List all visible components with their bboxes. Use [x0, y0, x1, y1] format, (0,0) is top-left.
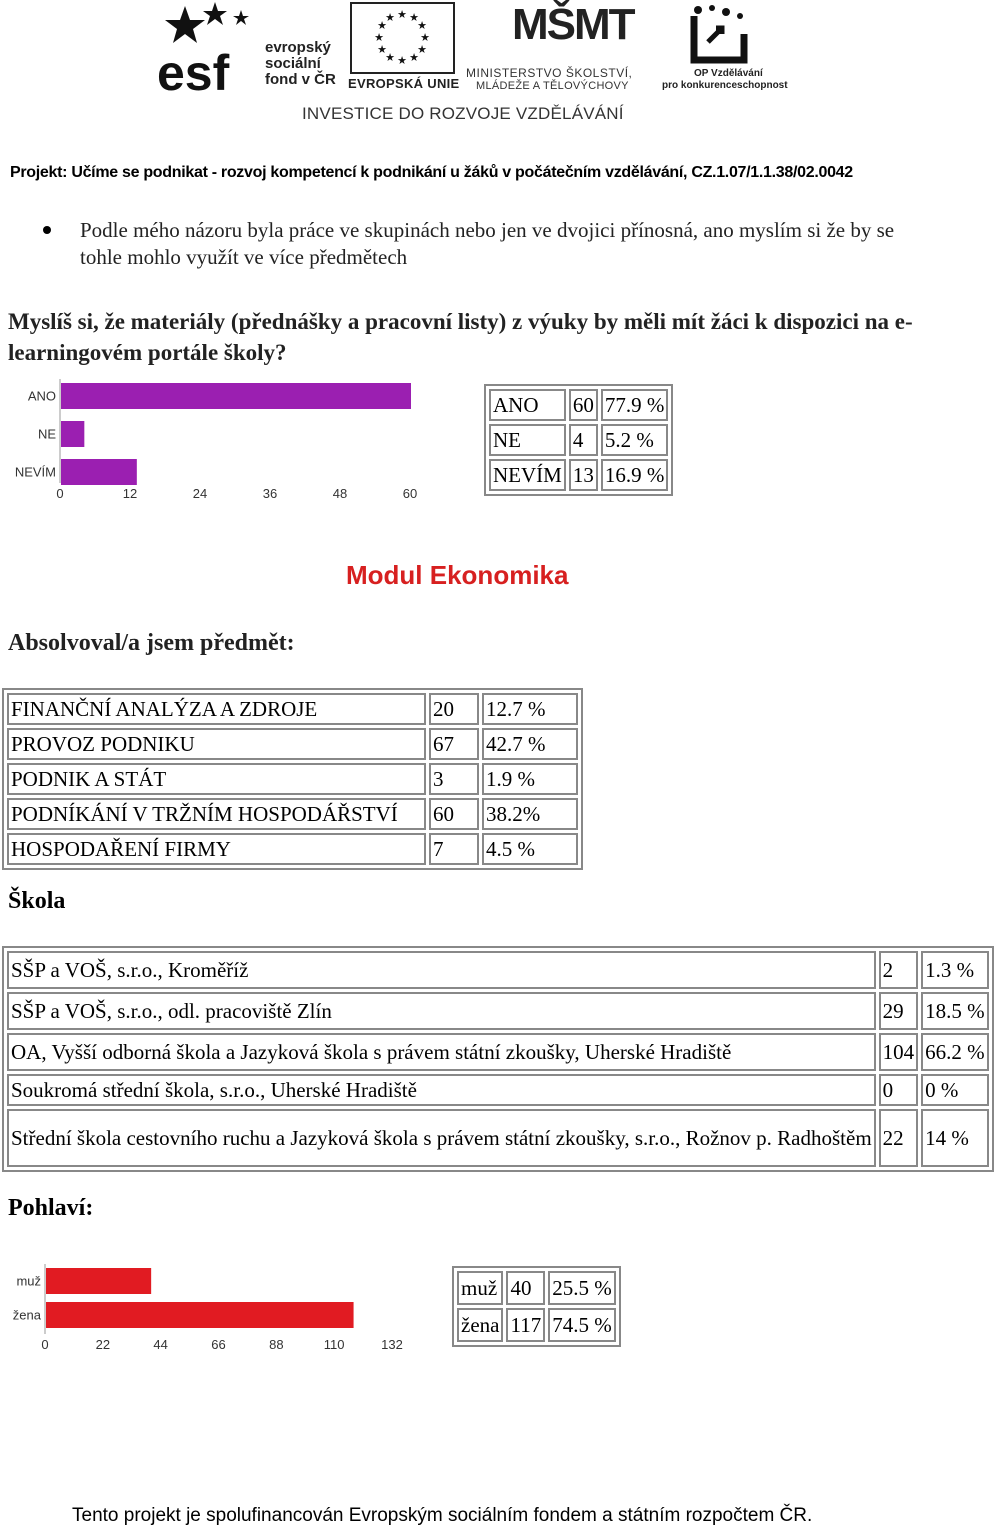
invest-text: INVESTICE DO ROZVOJE VZDĚLÁVÁNÍ — [302, 104, 624, 123]
table-row — [7, 1033, 989, 1071]
bullet-text: Podle mého názoru byla práce ve skupinách nebo jen ve dvojici přínosná, ano myslím si že by se tohle mohlo využít ve více předmětech — [80, 218, 895, 269]
x-tick-label: 48 — [332, 486, 348, 501]
table-row — [7, 798, 578, 830]
x-tick-label: 0 — [56, 486, 64, 501]
svg-text:★: ★ — [374, 31, 384, 44]
esf-logo-icon — [155, 2, 265, 101]
svg-text:★: ★ — [409, 51, 419, 64]
module-title: Modul Ekonomika — [346, 560, 569, 590]
subject-name: PODNIK A STÁT — [7, 763, 426, 795]
x-tick-label: 60 — [402, 486, 418, 501]
svg-text:★: ★ — [397, 54, 407, 67]
svg-text:★: ★ — [420, 31, 430, 44]
category-label: muž — [16, 1273, 41, 1289]
subject-count: 60 — [429, 798, 479, 830]
school-count: 22 — [879, 1109, 919, 1167]
msmt-logo: MŠMT — [512, 0, 634, 49]
school-name: Střední škola cestovního ruchu a Jazyková škola s právem státní zkoušky, s.r.o., Rožnov p. Radhoštěm — [7, 1109, 876, 1167]
answer-percent: 16.9 % — [601, 459, 669, 491]
school-name: SŠP a VOŠ, s.r.o., odl. pracoviště Zlín — [7, 992, 876, 1030]
x-tick-label: 44 — [153, 1337, 168, 1352]
x-tick-label: 66 — [211, 1337, 226, 1352]
school-count: 104 — [879, 1033, 919, 1071]
table-row — [7, 951, 989, 989]
pohlavi-label: Pohlaví: — [8, 1195, 94, 1221]
bullet-dot — [43, 226, 51, 234]
table-row — [7, 1074, 989, 1106]
skola-label: Škola — [8, 888, 66, 914]
gender-percent: 74.5 % — [548, 1308, 616, 1342]
project-line: Projekt: Učíme se podnikat - rozvoj kompetencí k podnikání u žáků v počátečním vzdělávání, CZ.1.07/1.1.38/02.0042 — [10, 164, 853, 181]
school-name: Soukromá střední škola, s.r.o., Uherské Hradiště — [7, 1074, 876, 1106]
gender-percent: 25.5 % — [548, 1271, 616, 1305]
eu-flag — [350, 2, 455, 74]
school-count: 2 — [879, 951, 919, 989]
table-row — [7, 1109, 989, 1167]
bar — [61, 421, 84, 447]
svg-text:★: ★ — [385, 11, 395, 24]
bar — [61, 459, 137, 485]
svg-text:esf: esf — [157, 45, 230, 101]
svg-text:★: ★ — [417, 19, 427, 32]
msmt-line-2: MLÁDEŽE A TĚLOVÝCHOVY — [476, 80, 629, 92]
subject-percent: 4.5 % — [482, 833, 578, 865]
bar — [46, 1268, 151, 1294]
school-count: 29 — [879, 992, 919, 1030]
x-tick-label: 88 — [269, 1337, 284, 1352]
x-tick-label: 24 — [192, 486, 208, 501]
subject-percent: 42.7 % — [482, 728, 578, 760]
answer-count: 60 — [569, 389, 598, 421]
school-name: OA, Vyšší odborná škola a Jazyková škola s právem státní zkoušky, Uherské Hradiště — [7, 1033, 876, 1071]
answer-label: NE — [489, 424, 566, 456]
subject-count: 7 — [429, 833, 479, 865]
question-heading: Myslíš si, že materiály (přednášky a pracovní listy) z výuky by měli mít žáci k dispozici na e-learningovém portále školy? — [8, 309, 913, 365]
module-subjects-table — [2, 688, 583, 870]
x-tick-label: 110 — [323, 1337, 345, 1352]
elearning-results-table — [484, 384, 673, 496]
x-tick-label: 36 — [262, 486, 278, 501]
category-label: ANO — [27, 388, 56, 404]
school-percent: 14 % — [921, 1109, 989, 1167]
subject-percent: 1.9 % — [482, 763, 578, 795]
svg-text:★: ★ — [409, 11, 419, 24]
chart-elearning — [0, 375, 430, 510]
subject-name: PROVOZ PODNIKU — [7, 728, 426, 760]
svg-text:★: ★ — [397, 8, 407, 21]
gender-count: 40 — [506, 1271, 545, 1305]
esf-text — [265, 40, 336, 88]
subject-name: FINANČNÍ ANALÝZA A ZDROJE — [7, 693, 426, 725]
answer-percent: 77.9 % — [601, 389, 669, 421]
school-percent: 1.3 % — [921, 951, 989, 989]
answer-label: NEVÍM — [489, 459, 566, 491]
eu-label: EVROPSKÁ UNIE — [348, 76, 460, 91]
subject-percent: 38.2% — [482, 798, 578, 830]
bar — [61, 383, 411, 409]
subject-count: 67 — [429, 728, 479, 760]
answer-label: ANO — [489, 389, 566, 421]
subject-count: 20 — [429, 693, 479, 725]
table-row — [7, 992, 989, 1030]
table-row — [457, 1308, 616, 1342]
footer-text: Tento projekt je spolufinancován Evropským sociálním fondem a státním rozpočtem ČR. — [72, 1505, 813, 1526]
gender-table — [452, 1266, 621, 1347]
svg-text:★: ★ — [377, 43, 387, 56]
school-name: SŠP a VOŠ, s.r.o., Kroměříž — [7, 951, 876, 989]
bar — [46, 1302, 354, 1328]
svg-text:★: ★ — [377, 19, 387, 32]
esf-line-2: sociální — [265, 55, 321, 72]
table-row — [457, 1271, 616, 1305]
table-row — [7, 833, 578, 865]
svg-text:★: ★ — [385, 51, 395, 64]
x-tick-label: 12 — [122, 486, 138, 501]
gender-label: muž — [457, 1271, 503, 1305]
msmt-line-1: MINISTERSTVO ŠKOLSTVÍ, — [466, 66, 633, 80]
eu-stars-icon — [352, 4, 453, 72]
subject-name: HOSPODAŘENÍ FIRMY — [7, 833, 426, 865]
op-line-1: OP Vzdělávání — [694, 68, 763, 79]
subject-percent: 12.7 % — [482, 693, 578, 725]
answer-percent: 5.2 % — [601, 424, 669, 456]
table-row — [7, 728, 578, 760]
esf-line-1: evropský — [265, 39, 331, 56]
category-label: žena — [12, 1307, 41, 1323]
table-row — [489, 459, 668, 491]
x-tick-label: 132 — [381, 1337, 403, 1352]
absolvoval-label: Absolvoval/a jsem předmět: — [8, 630, 295, 656]
op-logo-icon — [686, 2, 756, 64]
school-percent: 18.5 % — [921, 992, 989, 1030]
x-tick-label: 22 — [95, 1337, 111, 1352]
x-tick-label: 0 — [41, 1337, 49, 1352]
school-count: 0 — [879, 1074, 919, 1106]
school-percent: 0 % — [921, 1074, 989, 1106]
op-line-2: pro konkurenceschopnost — [662, 80, 788, 91]
category-label: NE — [37, 426, 56, 442]
svg-text:★: ★ — [417, 43, 427, 56]
esf-line-3: fond v ČR — [265, 71, 336, 88]
school-table — [2, 946, 994, 1172]
op-logo — [686, 2, 756, 64]
gender-count: 117 — [506, 1308, 545, 1342]
category-label: NEVÍM — [14, 464, 56, 480]
table-row — [489, 424, 668, 456]
answer-count: 4 — [569, 424, 598, 456]
table-row — [7, 693, 578, 725]
answer-count: 13 — [569, 459, 598, 491]
subject-name: PODNÍKÁNÍ V TRŽNÍM HOSPODÁŘSTVÍ — [7, 798, 426, 830]
subject-count: 3 — [429, 763, 479, 795]
school-percent: 66.2 % — [921, 1033, 989, 1071]
chart-gender — [0, 1262, 420, 1362]
gender-label: žena — [457, 1308, 503, 1342]
table-row — [7, 763, 578, 795]
table-row — [489, 389, 668, 421]
